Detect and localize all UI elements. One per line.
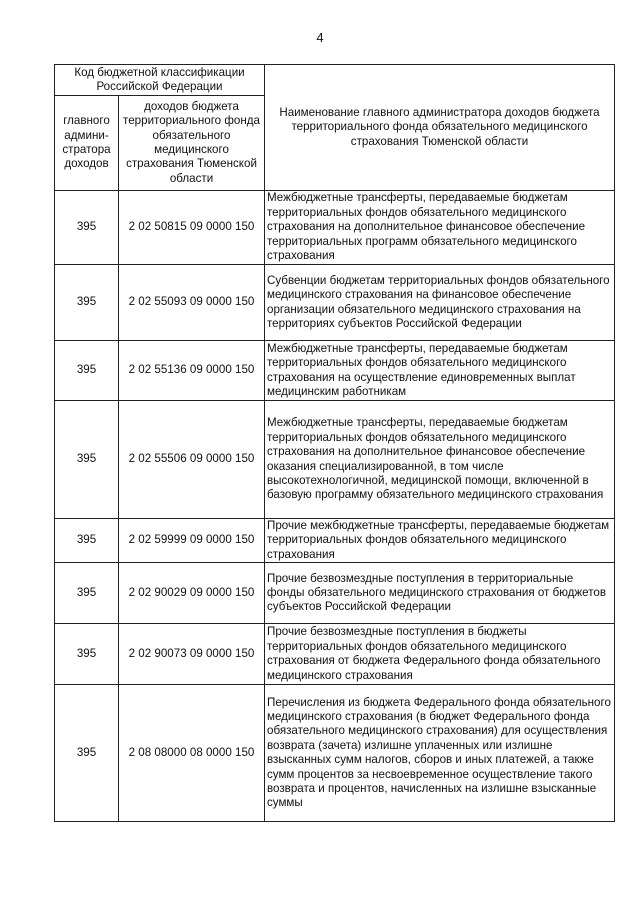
table-row — [55, 341, 615, 401]
income-code-cell: 2 02 55506 09 0000 150 — [119, 401, 265, 519]
income-code-cell: 2 02 59999 09 0000 150 — [119, 519, 265, 563]
table-row — [55, 519, 615, 563]
income-code-cell: 2 02 50815 09 0000 150 — [119, 191, 265, 265]
name-cell: Прочие безвозмездные поступления в территориальные фонды обязательного медицинского страхования от бюджетов субъектов Российской Федерации — [265, 563, 615, 624]
name-cell: Межбюджетные трансферты, передаваемые бюджетам территориальных фондов обязательного медицинского страхования на дополнительное финансовое обеспечение оказания специализированной, в том числе высокотехнологичной, медицинской помощи, включенной в базовую программу обязательного медицинского страхования — [265, 401, 615, 519]
name-cell: Субвенции бюджетам территориальных фондов обязательного медицинского страхования на финансовое обеспечение организации обязательного медицинского страхования на территориях субъектов Российской Федерации — [265, 265, 615, 341]
page-number: 4 — [316, 30, 324, 45]
admin-code-cell: 395 — [55, 341, 119, 401]
admin-code-cell: 395 — [55, 519, 119, 563]
income-code-cell: 2 02 55136 09 0000 150 — [119, 341, 265, 401]
header-admin-code: главного админи-стратора доходов — [55, 96, 119, 191]
name-cell: Межбюджетные трансферты, передаваемые бюджетам территориальных фондов обязательного медицинского страхования на осуществление единовременных выплат медицинским работникам — [265, 341, 615, 401]
name-cell: Межбюджетные трансферты, передаваемые бюджетам территориальных фондов обязательного медицинского страхования на дополнительное финансовое обеспечение территориальных программ обязательного медицинского страхования — [265, 191, 615, 265]
table-row — [55, 685, 615, 822]
income-code-cell: 2 02 55093 09 0000 150 — [119, 265, 265, 341]
table-row — [55, 191, 615, 265]
header-code-group: Код бюджетной классификации Российской Федерации — [55, 65, 265, 96]
name-cell: Прочие безвозмездные поступления в бюджеты территориальных фондов обязательного медицинского страхования от бюджета Федерального фонда обязательного медицинского страхования — [265, 624, 615, 685]
table-row — [55, 265, 615, 341]
admin-code-cell: 395 — [55, 685, 119, 822]
admin-code-cell: 395 — [55, 265, 119, 341]
income-code-cell: 2 02 90029 09 0000 150 — [119, 563, 265, 624]
admin-code-cell: 395 — [55, 624, 119, 685]
income-code-cell: 2 08 08000 08 0000 150 — [119, 685, 265, 822]
table-row — [55, 563, 615, 624]
table-header — [55, 65, 615, 191]
table-body — [55, 191, 615, 822]
name-cell: Перечисления из бюджета Федерального фонда обязательного медицинского страхования (в бюджет Федерального фонда обязательного медицинского страхования) для осуществления возврата (зачета) излишне уплаченных или излишне взысканных сумм налогов, сборов и иных платежей, а также сумм процентов за несвоевременное осуществление такого возврата и процентов, начисленных на излишне взысканные суммы — [265, 685, 615, 822]
header-admin-name: Наименование главного администратора доходов бюджета территориального фонда обязательного медицинского страхования Тюменской области — [265, 65, 615, 191]
budget-classification-table — [54, 64, 615, 822]
name-cell: Прочие межбюджетные трансферты, передаваемые бюджетам территориальных фондов обязательного медицинского страхования — [265, 519, 615, 563]
table-row — [55, 624, 615, 685]
header-income-code: доходов бюджета территориального фонда обязательного медицинского страхования Тюменской области — [119, 96, 265, 191]
admin-code-cell: 395 — [55, 401, 119, 519]
admin-code-cell: 395 — [55, 191, 119, 265]
admin-code-cell: 395 — [55, 563, 119, 624]
table-row — [55, 401, 615, 519]
income-code-cell: 2 02 90073 09 0000 150 — [119, 624, 265, 685]
